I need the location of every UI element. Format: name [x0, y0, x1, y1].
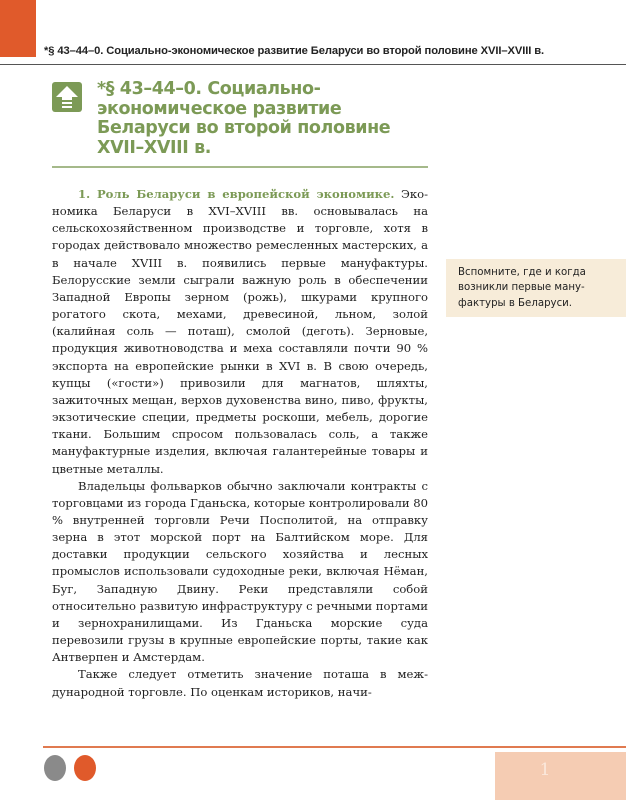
header-divider [0, 64, 626, 65]
section-title [97, 80, 417, 158]
subsection-heading: 1. Роль Беларуси в европейской экономике. [78, 187, 395, 201]
paragraph: Также следует отметить значение поташа в международной торговле. По оценкам историков, начи- [52, 667, 428, 699]
nav-dot-gray [44, 755, 66, 781]
header-accent-block [0, 0, 36, 57]
nav-dot-orange [74, 755, 96, 781]
paragraph-text: Экономика Беларуси в XVI–XVIII вв. основывалась на сельскохозяйственном производстве и торговле, хотя в городах действовало множество ремесленных мастерских, а в начале XVIII в. появились первые мануфактуры. Белорусские земли сыграли важную роль в обеспечении Западной Европы зерном (рожь), шкурами крупного рогатого скота, мехами, древесиной, льном, золой (калийная соль — поташ), смолой (деготь). Зерновые, продукция животноводства и меха составляли почти 90 % экспорта на европейские рынки в XVI в. В свою очередь, купцы («гости») привозили для магнатов, шляхты, зажиточных мещан, верхов духовенства вино, пиво, фрукты, экзотические специи, предметы роскоши, мебель, дорогие ткани. Большим спросом пользовалась соль, а также мануфактурные изделия, включая галантерейные товары и цветные металлы. [52, 187, 428, 476]
paragraph: Владельцы фольварков обычно заключали контракты с торговцами из города Гданьска, которые контролировали 80 % внутренней торговли Речи Посполитой, на отправку зерна в этот морской порт на Балтийском море. Для доставки продукции сельского хозяйства и лесных промыслов использовали судоходные реки, включая Нёман, Буг, Западную Двину. Реки представляли собой относительно развитую инфраструктуру с речными портами и зернохранилищами. Из Гданьска морские суда перевозили грузы в крупные европейские порты, такие как Антверпен и Амстердам. [52, 478, 428, 665]
title-divider [52, 166, 428, 168]
body-text [52, 186, 428, 701]
margin-note: Вспомните, где и когда возникли первые мануфактуры в Беларуси. [446, 259, 626, 317]
running-title: *§ 43–44–0. Социально-экономическое развитие Беларуси во второй половине XVII–XVIII в. [44, 45, 545, 57]
paragraph [52, 186, 428, 478]
section-title-line: Беларуси во второй половине [97, 118, 391, 138]
section-title-line: экономическое развитие [97, 98, 342, 119]
section-title-line: *§ 43–44–0. Социально- [97, 79, 321, 99]
home-arrow-icon [52, 82, 82, 112]
page-number-box [495, 752, 626, 800]
footer-divider [43, 746, 626, 748]
page-number: 1 [539, 760, 551, 780]
section-title-line: XVII–XVIII в. [97, 137, 211, 158]
